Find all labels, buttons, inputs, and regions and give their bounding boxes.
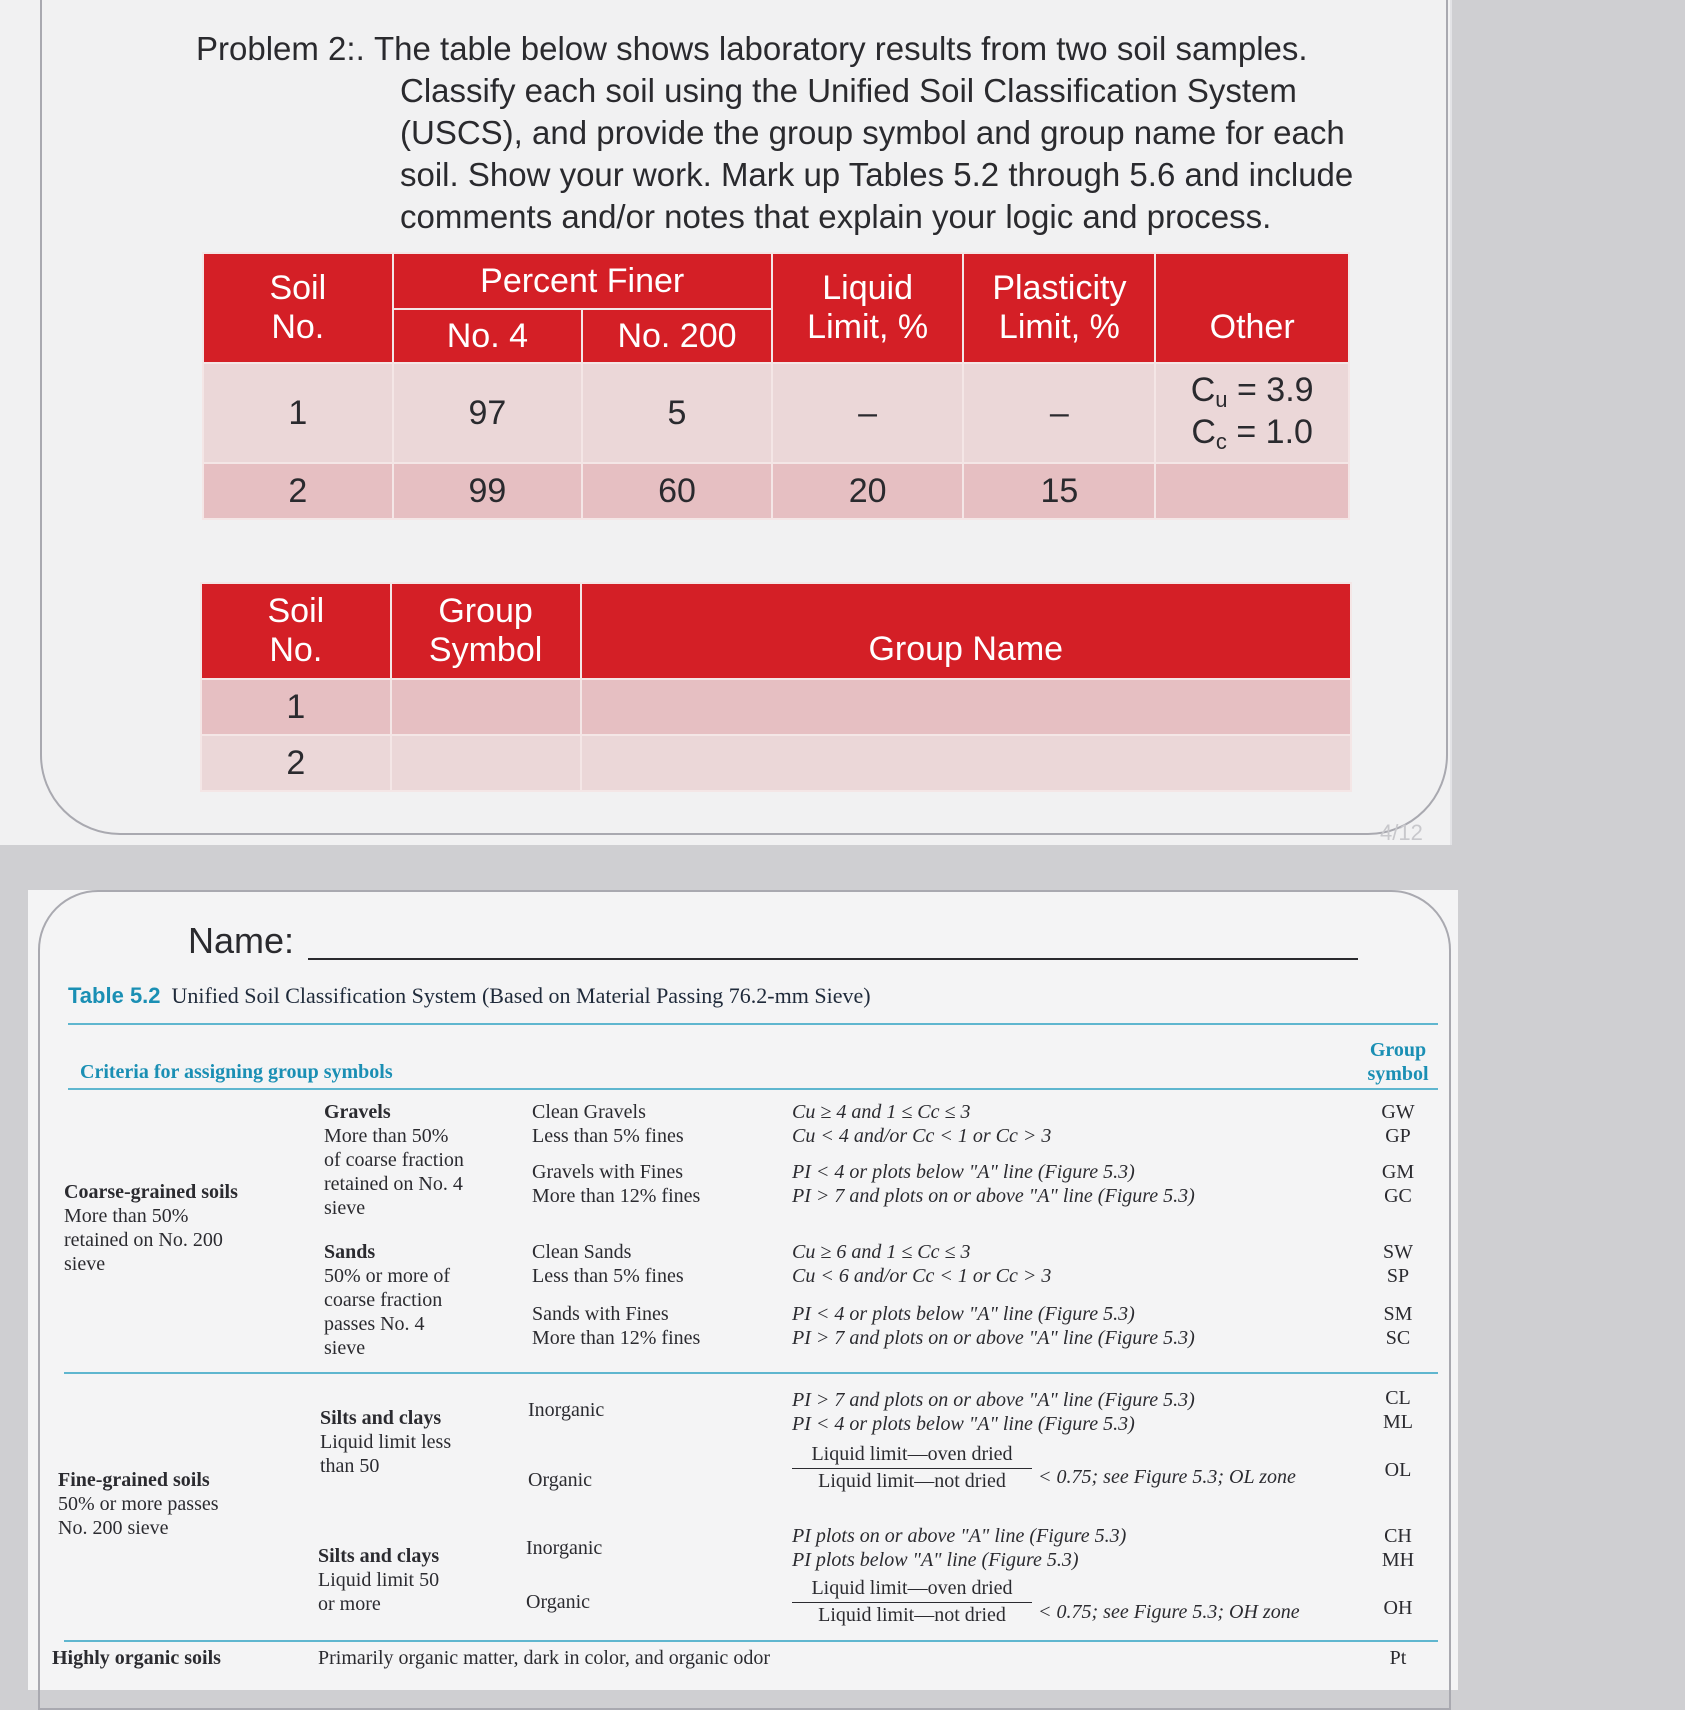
header-no4: No. 4 — [393, 309, 583, 363]
cell-pl: – — [963, 363, 1155, 463]
divider — [64, 1372, 1438, 1374]
coarse-grained-label: Coarse-grained soils More than 50% retained on No. 200 sieve — [64, 1181, 238, 1275]
problem-line-3: (USCS), and provide the group symbol and group name for each — [400, 114, 1345, 151]
header-no200: No. 200 — [582, 309, 772, 363]
header-percent-finer: Percent Finer — [393, 253, 772, 309]
header-soil-no: Soil No. — [203, 253, 393, 363]
cell-pl: 15 — [963, 463, 1155, 519]
header-liquid-limit: Liquid Limit, % — [772, 253, 964, 363]
header-other: Other — [1155, 253, 1349, 363]
ol-note: < 0.75; see Figure 5.3; OL zone — [1038, 1466, 1296, 1488]
group-name-field[interactable] — [581, 735, 1351, 791]
answer-table — [200, 582, 1352, 792]
divider — [68, 1088, 1438, 1090]
highly-organic-label: Highly organic soils — [52, 1647, 221, 1669]
silts-clays-low-label: Silts and clays Liquid limit less than 50 — [320, 1407, 452, 1477]
cell-other — [1155, 463, 1349, 519]
page-2-border — [38, 890, 1451, 1710]
name-input-line[interactable] — [308, 958, 1358, 960]
group-symbol-header: Group symbol — [1367, 1039, 1429, 1085]
sand-criteria: Cu ≥ 6 and 1 ≤ Cc ≤ 3 Cu < 6 and/or Cc < 1 or Cc > 3 PI < 4 or plots below "A" line (Figure 5.3) PI > 7 and plots on or above "A" line (Figure 5.3) — [792, 1241, 1195, 1349]
group-symbol-field[interactable] — [391, 679, 581, 735]
cell-soil: 2 — [201, 735, 391, 791]
cell-ll: – — [772, 363, 964, 463]
silts-clays-high-label: Silts and clays Liquid limit 50 or more — [318, 1545, 440, 1615]
divider — [68, 1023, 1438, 1025]
problem-body — [400, 70, 1400, 238]
gravel-symbols: GW GP GM GC — [1381, 1101, 1415, 1207]
organic-label: Organic — [528, 1469, 593, 1491]
table-row — [203, 363, 1349, 463]
table-row — [203, 463, 1349, 519]
table-row — [201, 679, 1351, 735]
criteria-header: Criteria for assigning group symbols — [80, 1061, 393, 1083]
ol-ratio: Liquid limit—oven dried Liquid limit—not dried — [792, 1442, 1032, 1493]
sand-symbols: SW SP SM SC — [1383, 1241, 1413, 1349]
worksheet-page-2 — [28, 890, 1458, 1690]
sands-with-fines-label: Sands with Fines More than 12% fines — [532, 1303, 701, 1349]
group-symbol-field[interactable] — [391, 735, 581, 791]
page-number: 4/12 — [1380, 820, 1423, 845]
ch-mh-criteria: PI plots on or above "A" line (Figure 5.3) PI plots below "A" line (Figure 5.3) — [792, 1525, 1127, 1571]
header-group-symbol: Group Symbol — [391, 583, 581, 679]
name-label: Name: — [188, 920, 295, 961]
oh-ratio: Liquid limit—oven dried Liquid limit—not dried — [792, 1576, 1032, 1627]
problem-line-1: The table below shows laboratory results from two soil samples. — [374, 30, 1308, 67]
oh-note: < 0.75; see Figure 5.3; OH zone — [1038, 1601, 1300, 1623]
cell-other: $C_u = 3.9$ $C_c = 1.0$ — [1155, 363, 1349, 463]
group-name-field[interactable] — [581, 679, 1351, 735]
cell-ll: 20 — [772, 463, 964, 519]
fine-grained-label: Fine-grained soils 50% or more passes No. 200 sieve — [58, 1469, 219, 1539]
cell-soil: 1 — [201, 679, 391, 735]
cell-no200: 60 — [582, 463, 772, 519]
divider — [64, 1640, 1438, 1642]
clean-sands-label: Clean Sands Less than 5% fines — [532, 1241, 684, 1287]
pt-symbol: Pt — [1389, 1647, 1407, 1669]
cl-ml-ol-symbols: CL ML OL — [1383, 1387, 1413, 1481]
problem-line-2: Classify each soil using the Unified Soil Classification System — [400, 72, 1297, 109]
ch-mh-oh-symbols: CH MH OH — [1381, 1525, 1415, 1619]
organic-label: Organic — [526, 1591, 591, 1613]
highly-organic-desc: Primarily organic matter, dark in color, and organic odor — [318, 1647, 770, 1669]
cell-no4: 97 — [393, 363, 583, 463]
worksheet-page-1 — [0, 0, 1452, 845]
header-group-name: Group Name — [581, 583, 1351, 679]
sands-label: Sands 50% or more of coarse fraction passes No. 4 sieve — [324, 1241, 451, 1359]
inorganic-label: Inorganic — [526, 1537, 603, 1559]
cell-no4: 99 — [393, 463, 583, 519]
cl-ml-criteria: PI > 7 and plots on or above "A" line (Figure 5.3) PI < 4 or plots below "A" line (Figure 5.3) — [792, 1389, 1195, 1435]
gravels-with-fines-label: Gravels with Fines More than 12% fines — [532, 1161, 701, 1207]
table-5-2-title: Table 5.2 Unified Soil Classification System (Based on Material Passing 76.2-mm Sieve) — [68, 983, 871, 1008]
problem-label: Problem 2:. — [196, 30, 365, 67]
problem-line-5: comments and/or notes that explain your logic and process. — [400, 198, 1272, 235]
inorganic-label: Inorganic — [528, 1399, 605, 1421]
cell-soil: 1 — [203, 363, 393, 463]
gravels-label: Gravels More than 50% of coarse fraction retained on No. 4 sieve — [324, 1101, 464, 1219]
gravel-criteria: Cu ≥ 4 and 1 ≤ Cc ≤ 3 Cu < 4 and/or Cc < 1 or Cc > 3 PI < 4 or plots below "A" line (Figure 5.3) PI > 7 and plots on or above "A" line (Figure 5.3) — [792, 1101, 1195, 1207]
table-row — [201, 735, 1351, 791]
problem-line-4: soil. Show your work. Mark up Tables 5.2 through 5.6 and include — [400, 156, 1354, 193]
header-soil-no: Soil No. — [201, 583, 391, 679]
header-plasticity-limit: Plasticity Limit, % — [963, 253, 1155, 363]
cell-no200: 5 — [582, 363, 772, 463]
clean-gravels-label: Clean Gravels Less than 5% fines — [532, 1101, 684, 1147]
cell-soil: 2 — [203, 463, 393, 519]
lab-results-table — [202, 252, 1350, 520]
